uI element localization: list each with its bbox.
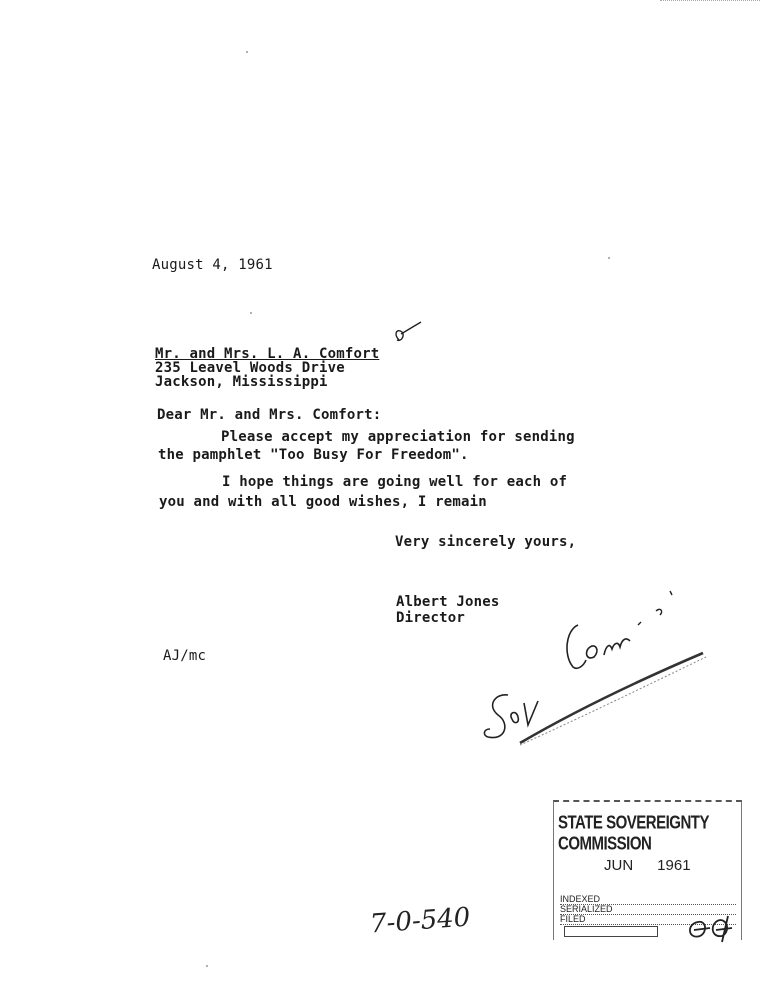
commission-received-stamp (553, 800, 742, 940)
address-line-2: Jackson, Mississippi (155, 374, 328, 390)
paragraph-2-line-1: I hope things are going well for each of (222, 474, 568, 490)
address-line-1: 235 Leavel Woods Drive (155, 360, 345, 376)
stamp-year: 1961 (657, 857, 691, 874)
paragraph-1-line-2: the pamphlet "Too Busy For Freedom". (158, 447, 469, 463)
handwritten-sov-com-signature (478, 585, 708, 755)
handwritten-file-number: 7-0-540 (369, 902, 472, 940)
handwritten-stamp-initials (684, 910, 744, 944)
stamp-serialized-row: SERIALIZED (560, 904, 736, 915)
salutation: Dear Mr. and Mrs. Comfort: (157, 407, 382, 423)
scan-speck (250, 312, 252, 314)
letter-date: August 4, 1961 (152, 257, 273, 273)
signer-title: Director (396, 610, 466, 626)
stamp-indexed-row: INDEXED (560, 894, 736, 905)
paragraph-1-line-1: Please accept my appreciation for sending (221, 429, 575, 445)
scan-speck (608, 257, 610, 259)
scan-speck (246, 51, 248, 53)
paragraph-2-line-2: you and with all good wishes, I remain (159, 494, 487, 510)
handwritten-check-mark (385, 320, 425, 352)
stamp-title: STATE SOVEREIGNTY COMMISSION (558, 812, 709, 855)
closing: Very sincerely yours, (395, 534, 577, 550)
stamp-filed-row: FILED (560, 914, 736, 925)
stamp-month: JUN (604, 857, 634, 874)
stamp-box (564, 926, 658, 937)
typist-initials: AJ/mc (163, 648, 207, 664)
recipient-name: Mr. and Mrs. L. A. Comfort (155, 346, 380, 362)
scan-edge-mark (660, 0, 760, 2)
stamp-date (604, 857, 715, 874)
signer-name: Albert Jones (396, 594, 500, 610)
scan-speck (206, 965, 208, 967)
